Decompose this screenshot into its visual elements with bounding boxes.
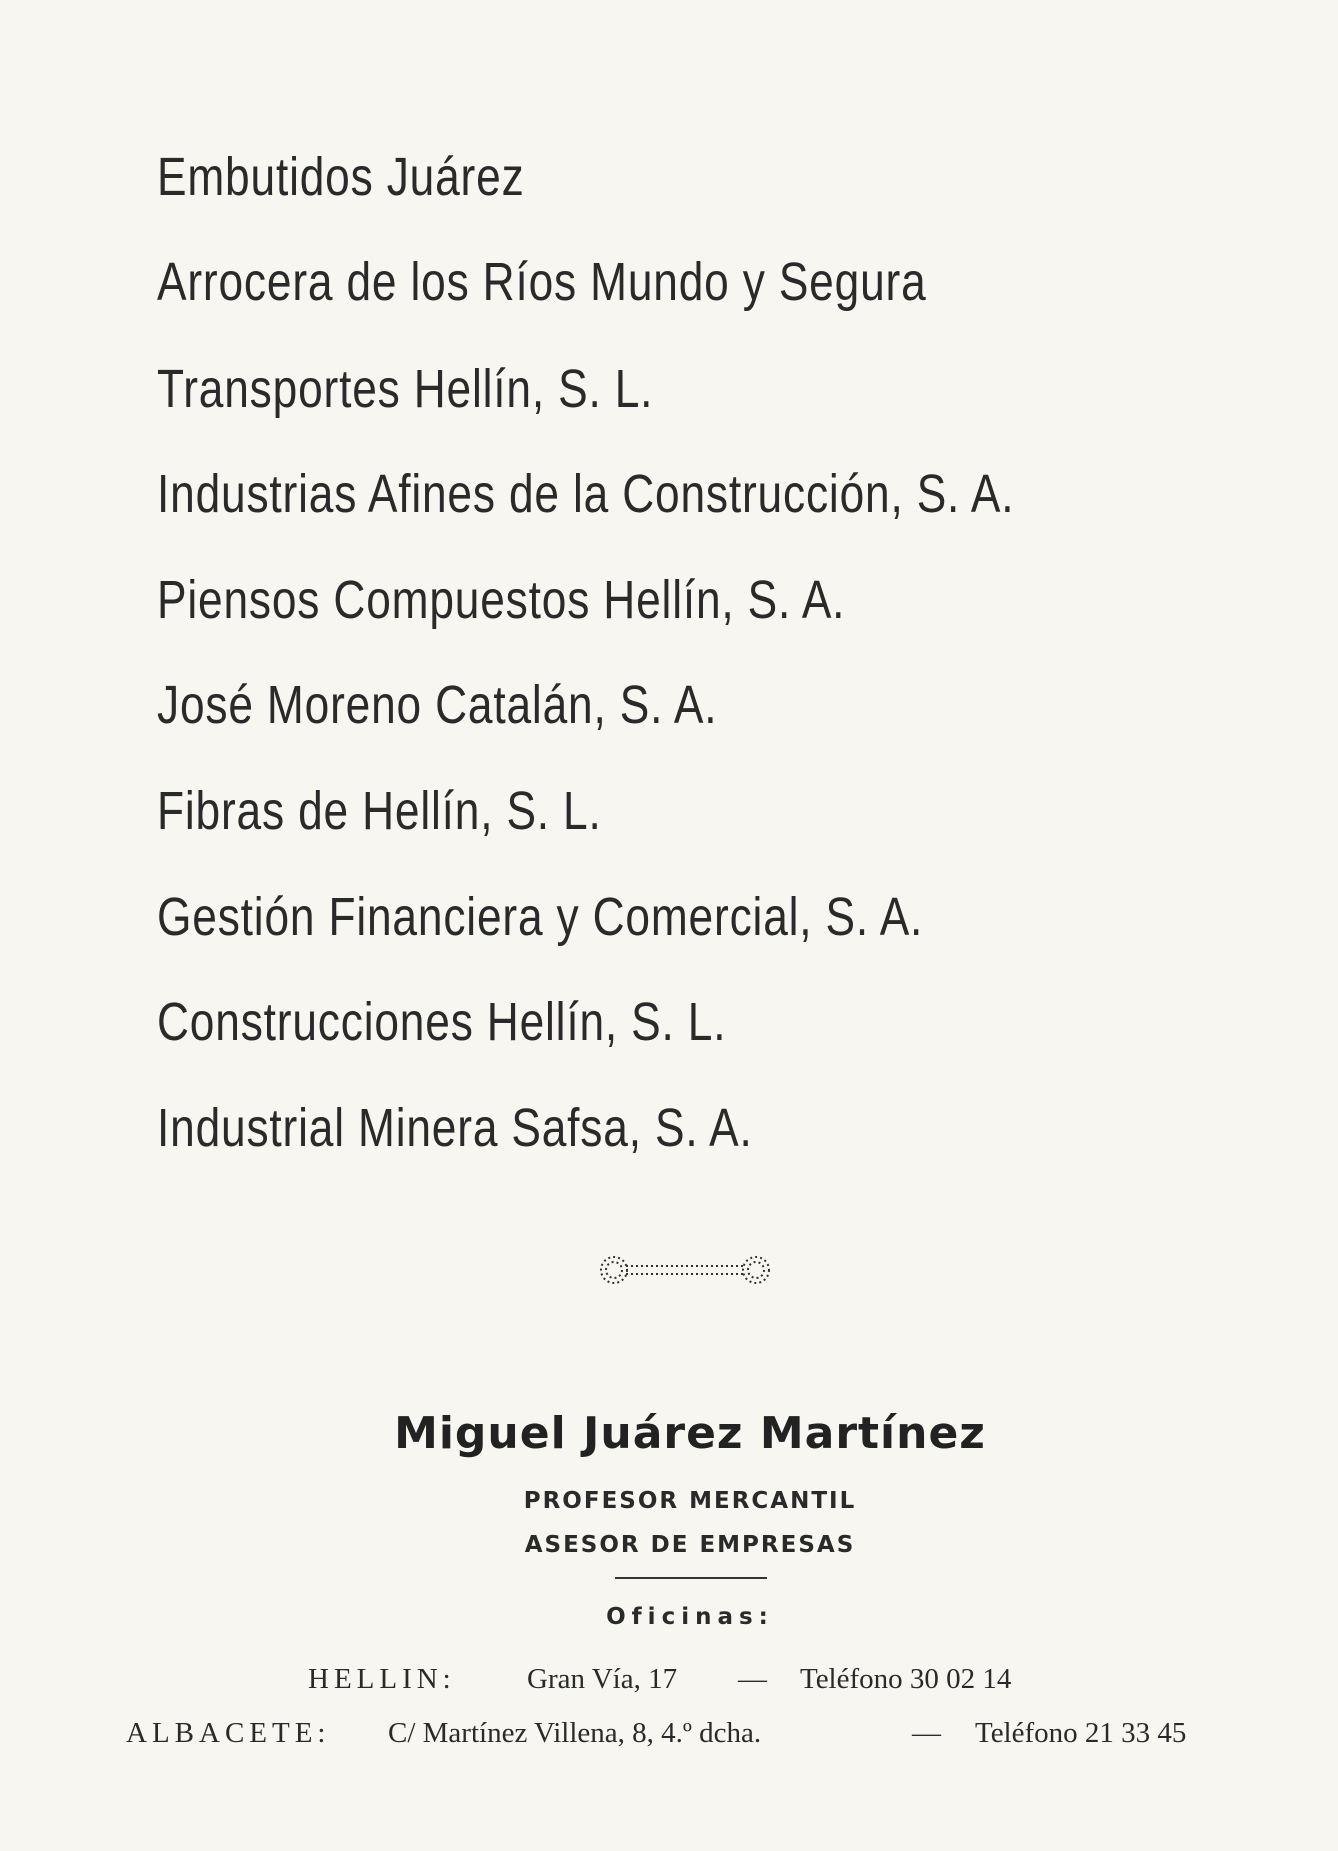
company-name: Industrial Minera Safsa, S. A. — [157, 1098, 753, 1158]
address-dash: — — [738, 1663, 767, 1695]
company-name: José Moreno Catalán, S. A. — [157, 675, 718, 735]
address-city: ALBACETE: — [126, 1717, 331, 1749]
address-street: Gran Vía, 17 — [527, 1663, 678, 1695]
advertiser-name: Miguel Juárez Martínez — [394, 1408, 986, 1459]
company-name: Piensos Compuestos Hellín, S. A. — [157, 570, 846, 630]
divider — [615, 1577, 767, 1579]
company-name: Embutidos Juárez — [157, 147, 525, 207]
address-street: C/ Martínez Villena, 8, 4.º dcha. — [388, 1717, 762, 1749]
company-name: Fibras de Hellín, S. L. — [157, 781, 602, 841]
address-phone: Teléfono 30 02 14 — [800, 1663, 1012, 1695]
address-phone: Teléfono 21 33 45 — [975, 1717, 1187, 1749]
advertiser-title-1: PROFESOR MERCANTIL — [523, 1488, 857, 1514]
ornament-icon — [600, 1250, 770, 1290]
advertiser-title-2: ASESOR DE EMPRESAS — [524, 1532, 856, 1558]
company-name: Gestión Financiera y Comercial, S. A. — [157, 887, 924, 947]
address-dash: — — [912, 1717, 941, 1749]
company-name: Arrocera de los Ríos Mundo y Segura — [157, 252, 927, 312]
company-name: Transportes Hellín, S. L. — [157, 359, 654, 419]
company-name: Industrias Afines de la Construcción, S. A. — [157, 464, 1015, 524]
address-city: HELLIN: — [308, 1663, 456, 1695]
company-name: Construcciones Hellín, S. L. — [157, 992, 727, 1052]
offices-label: Oficinas: — [606, 1604, 774, 1630]
